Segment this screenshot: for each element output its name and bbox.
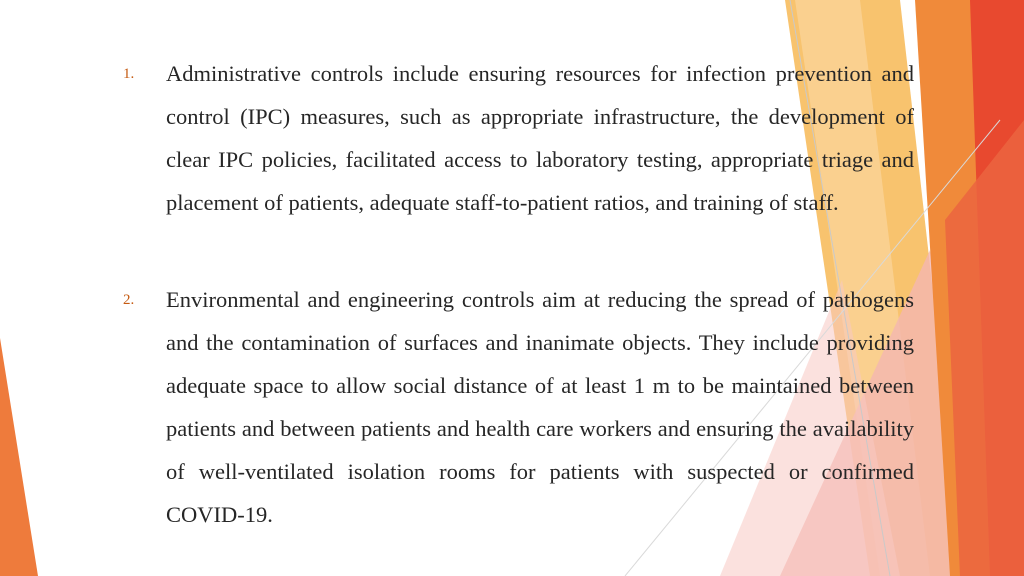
list-number: 2. bbox=[123, 292, 135, 308]
list-text: Administrative controls include ensuring resources for infection prevention and control (IPC) measures, such as appropriate infrastructure, the development of clear IPC policies, facilitated access to laboratory testing, appropriate triage and placement of patients, adequate staff-to-patient ratios, and training of staff. bbox=[166, 61, 914, 215]
list-text: Environmental and engineering controls aim at reducing the spread of pathogens and the contamination of surfaces and inanimate objects. They include providing adequate space to allow social distance of at least 1 m to be maintained between patients and between patients and health care workers and ensuring the availability of well-ventilated isolation rooms for patients with suspected or confirmed COVID-19. bbox=[166, 287, 914, 527]
list-number: 1. bbox=[123, 66, 135, 82]
